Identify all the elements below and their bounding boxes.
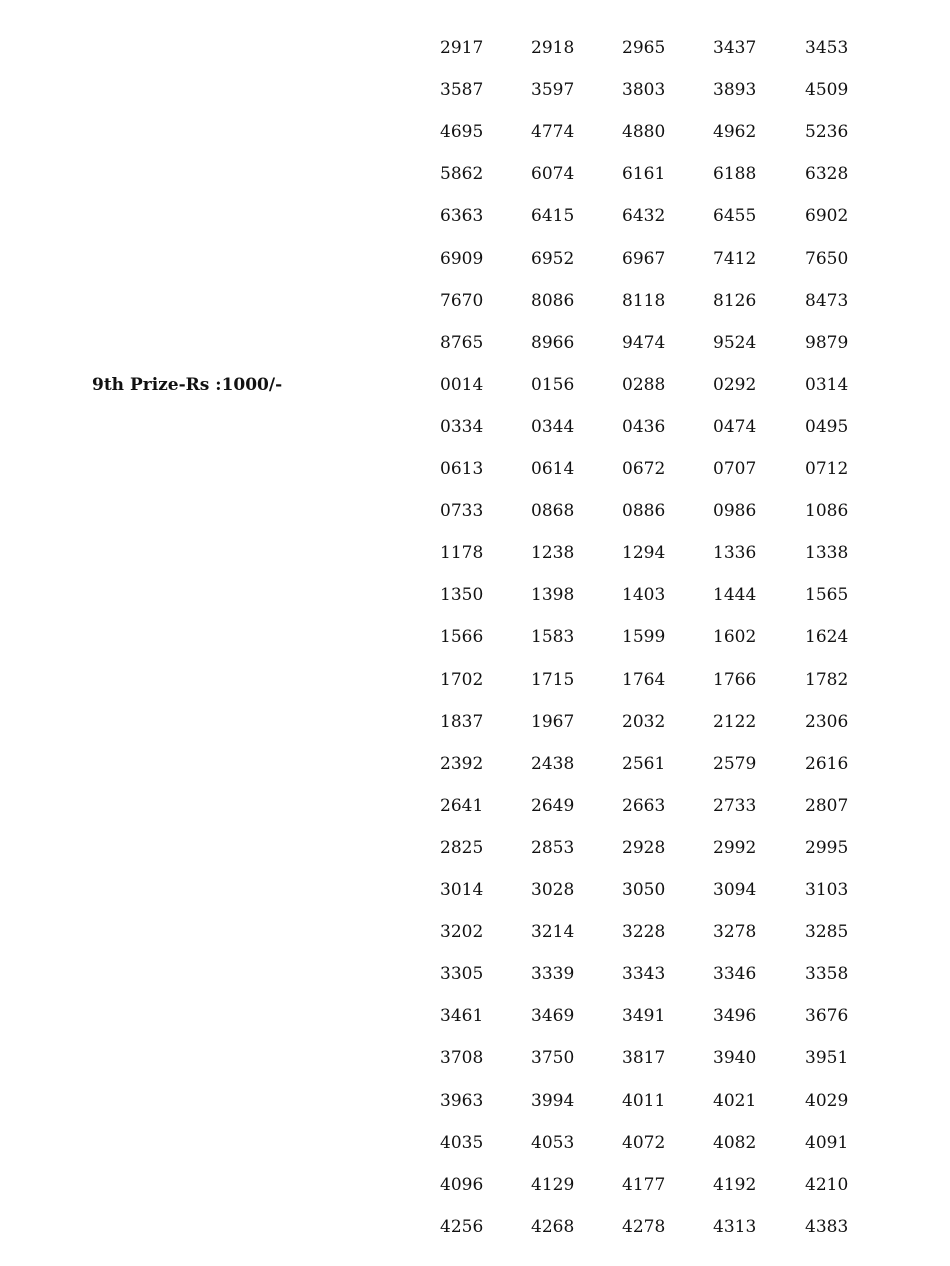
number-row <box>0 164 950 184</box>
winning-number: 3228 <box>622 922 666 943</box>
winning-number: 3453 <box>805 38 849 58</box>
winning-number: 0436 <box>622 416 666 437</box>
winning-number: 9879 <box>805 332 849 353</box>
number-row <box>0 249 950 269</box>
winning-number: 2649 <box>531 795 575 816</box>
winning-number: 0614 <box>531 459 575 479</box>
winning-number: 0156 <box>531 374 575 395</box>
winning-number: 1702 <box>440 669 484 690</box>
winning-number: 1837 <box>440 711 484 732</box>
winning-number: 4082 <box>713 1132 757 1153</box>
number-row <box>0 501 950 521</box>
number-row <box>0 206 950 226</box>
winning-number: 2853 <box>531 837 575 858</box>
winning-number: 0868 <box>531 501 575 522</box>
winning-number: 3214 <box>531 922 575 943</box>
winning-number: 1715 <box>531 669 575 690</box>
winning-number: 0886 <box>622 501 666 522</box>
winning-number: 8765 <box>440 332 484 353</box>
winning-number: 4091 <box>805 1132 849 1153</box>
winning-number: 4053 <box>531 1132 575 1153</box>
winning-number: 3437 <box>713 38 757 58</box>
winning-number: 1599 <box>622 627 666 648</box>
winning-number: 6902 <box>805 206 849 227</box>
number-row <box>0 333 950 353</box>
winning-number: 8086 <box>531 290 575 311</box>
winning-number: 2807 <box>805 795 849 816</box>
winning-number: 3278 <box>713 922 757 943</box>
winning-number: 9524 <box>713 332 757 353</box>
winning-number: 4035 <box>440 1132 484 1153</box>
winning-number: 3750 <box>531 1048 575 1069</box>
winning-number: 0712 <box>805 459 849 479</box>
winning-number: 2306 <box>805 711 849 732</box>
number-row <box>0 1217 950 1237</box>
winning-number: 1338 <box>805 543 849 564</box>
winning-number: 2392 <box>440 753 484 774</box>
number-row <box>0 122 950 142</box>
winning-number: 1398 <box>531 585 575 606</box>
winning-number: 4129 <box>531 1174 575 1195</box>
number-row <box>0 754 950 774</box>
winning-number: 1403 <box>622 585 666 606</box>
winning-number: 3994 <box>531 1090 575 1111</box>
winning-number: 4383 <box>805 1216 849 1237</box>
winning-number: 0495 <box>805 416 849 437</box>
winning-number: 0707 <box>713 459 757 479</box>
winning-number: 0288 <box>622 374 666 395</box>
number-row <box>0 1048 950 1068</box>
winning-number: 1566 <box>440 627 484 648</box>
number-row <box>0 838 950 858</box>
winning-number: 6074 <box>531 164 575 185</box>
winning-number: 3103 <box>805 880 849 900</box>
number-row <box>0 1006 950 1026</box>
number-row <box>0 922 950 942</box>
winning-number: 3014 <box>440 880 484 900</box>
number-row <box>0 627 950 647</box>
winning-number: 2918 <box>531 38 575 58</box>
winning-number: 1444 <box>713 585 757 606</box>
winning-number: 8126 <box>713 290 757 311</box>
winning-number: 0014 <box>440 374 484 395</box>
winning-number: 3094 <box>713 880 757 900</box>
winning-number: 4192 <box>713 1174 757 1195</box>
winning-number: 2122 <box>713 711 757 732</box>
number-row <box>0 796 950 816</box>
winning-number: 3469 <box>531 1006 575 1027</box>
winning-number: 7650 <box>805 248 849 269</box>
number-row <box>0 880 950 900</box>
winning-number: 4268 <box>531 1216 575 1237</box>
winning-number: 3597 <box>531 80 575 101</box>
winning-number: 3587 <box>440 80 484 101</box>
winning-number: 7670 <box>440 290 484 311</box>
winning-number: 2917 <box>440 38 484 58</box>
winning-number: 4509 <box>805 80 849 101</box>
winning-number: 3708 <box>440 1048 484 1069</box>
winning-number: 1583 <box>531 627 575 648</box>
winning-number: 6909 <box>440 248 484 269</box>
winning-number: 7412 <box>713 248 757 269</box>
winning-number: 8966 <box>531 332 575 353</box>
winning-number: 2438 <box>531 753 575 774</box>
winning-number: 3940 <box>713 1048 757 1069</box>
winning-number: 6363 <box>440 206 484 227</box>
winning-number: 3893 <box>713 80 757 101</box>
winning-number: 3050 <box>622 880 666 900</box>
winning-number: 3202 <box>440 922 484 943</box>
winning-number: 3343 <box>622 964 666 985</box>
number-row <box>0 38 950 58</box>
winning-number: 2663 <box>622 795 666 816</box>
winning-number: 8473 <box>805 290 849 311</box>
winning-number: 3028 <box>531 880 575 900</box>
winning-number: 3305 <box>440 964 484 985</box>
winning-number: 2579 <box>713 753 757 774</box>
winning-number: 3963 <box>440 1090 484 1111</box>
winning-number: 0474 <box>713 416 757 437</box>
winning-number: 1178 <box>440 543 484 564</box>
prize-label: 9th Prize-Rs :1000/- <box>92 374 283 395</box>
winning-number: 4021 <box>713 1090 757 1111</box>
winning-number: 3803 <box>622 80 666 101</box>
number-row <box>0 1133 950 1153</box>
winning-number: 6328 <box>805 164 849 185</box>
winning-number: 0613 <box>440 459 484 479</box>
winning-number: 3339 <box>531 964 575 985</box>
winning-number: 1764 <box>622 669 666 690</box>
winning-number: 3358 <box>805 964 849 985</box>
winning-number: 6967 <box>622 248 666 269</box>
winning-number: 4774 <box>531 122 575 143</box>
winning-number: 3817 <box>622 1048 666 1069</box>
winning-number: 6952 <box>531 248 575 269</box>
winning-number: 3491 <box>622 1006 666 1027</box>
winning-number: 1602 <box>713 627 757 648</box>
number-row <box>0 291 950 311</box>
winning-number: 4278 <box>622 1216 666 1237</box>
winning-number: 3496 <box>713 1006 757 1027</box>
winning-number: 2616 <box>805 753 849 774</box>
winning-number: 1967 <box>531 711 575 732</box>
winning-number: 2825 <box>440 837 484 858</box>
number-row <box>0 1175 950 1195</box>
number-row <box>0 712 950 732</box>
winning-number: 4695 <box>440 122 484 143</box>
winning-number: 4011 <box>622 1090 666 1111</box>
winning-number: 4210 <box>805 1174 849 1195</box>
winning-number: 4177 <box>622 1174 666 1195</box>
winning-number: 4313 <box>713 1216 757 1237</box>
number-row <box>0 417 950 437</box>
winning-number: 1766 <box>713 669 757 690</box>
winning-number: 4256 <box>440 1216 484 1237</box>
winning-number: 3285 <box>805 922 849 943</box>
winning-number: 4096 <box>440 1174 484 1195</box>
winning-number: 0314 <box>805 374 849 395</box>
winning-number: 1086 <box>805 501 849 522</box>
winning-number: 1624 <box>805 627 849 648</box>
winning-number: 2928 <box>622 837 666 858</box>
winning-number: 6161 <box>622 164 666 185</box>
number-row <box>0 1091 950 1111</box>
winning-number: 1350 <box>440 585 484 606</box>
winning-number: 6188 <box>713 164 757 185</box>
number-row <box>0 543 950 563</box>
winning-number: 3346 <box>713 964 757 985</box>
winning-number: 0344 <box>531 416 575 437</box>
winning-number: 3461 <box>440 1006 484 1027</box>
winning-number: 4962 <box>713 122 757 143</box>
winning-number: 2032 <box>622 711 666 732</box>
winning-number: 2733 <box>713 795 757 816</box>
winning-number: 6455 <box>713 206 757 227</box>
winning-number: 4072 <box>622 1132 666 1153</box>
winning-number: 4029 <box>805 1090 849 1111</box>
winning-number: 6432 <box>622 206 666 227</box>
winning-number: 4880 <box>622 122 666 143</box>
winning-number: 1294 <box>622 543 666 564</box>
winning-number: 1565 <box>805 585 849 606</box>
winning-number: 5862 <box>440 164 484 185</box>
winning-number: 1238 <box>531 543 575 564</box>
winning-number: 0733 <box>440 501 484 522</box>
number-row <box>0 670 950 690</box>
number-row <box>0 585 950 605</box>
winning-number: 2995 <box>805 837 849 858</box>
number-row <box>0 459 950 479</box>
winning-number: 3951 <box>805 1048 849 1069</box>
winning-number: 8118 <box>622 290 666 311</box>
winning-number: 0334 <box>440 416 484 437</box>
winning-number: 5236 <box>805 122 849 143</box>
winning-number: 3676 <box>805 1006 849 1027</box>
winning-number: 0292 <box>713 374 757 395</box>
winning-number: 9474 <box>622 332 666 353</box>
winning-number: 1336 <box>713 543 757 564</box>
winning-number: 0672 <box>622 459 666 479</box>
winning-number: 0986 <box>713 501 757 522</box>
winning-number: 1782 <box>805 669 849 690</box>
number-row <box>0 964 950 984</box>
number-row <box>0 375 950 395</box>
winning-number: 2641 <box>440 795 484 816</box>
number-row <box>0 80 950 100</box>
winning-number: 2561 <box>622 753 666 774</box>
winning-number: 6415 <box>531 206 575 227</box>
winning-number: 2965 <box>622 38 666 58</box>
winning-number: 2992 <box>713 837 757 858</box>
